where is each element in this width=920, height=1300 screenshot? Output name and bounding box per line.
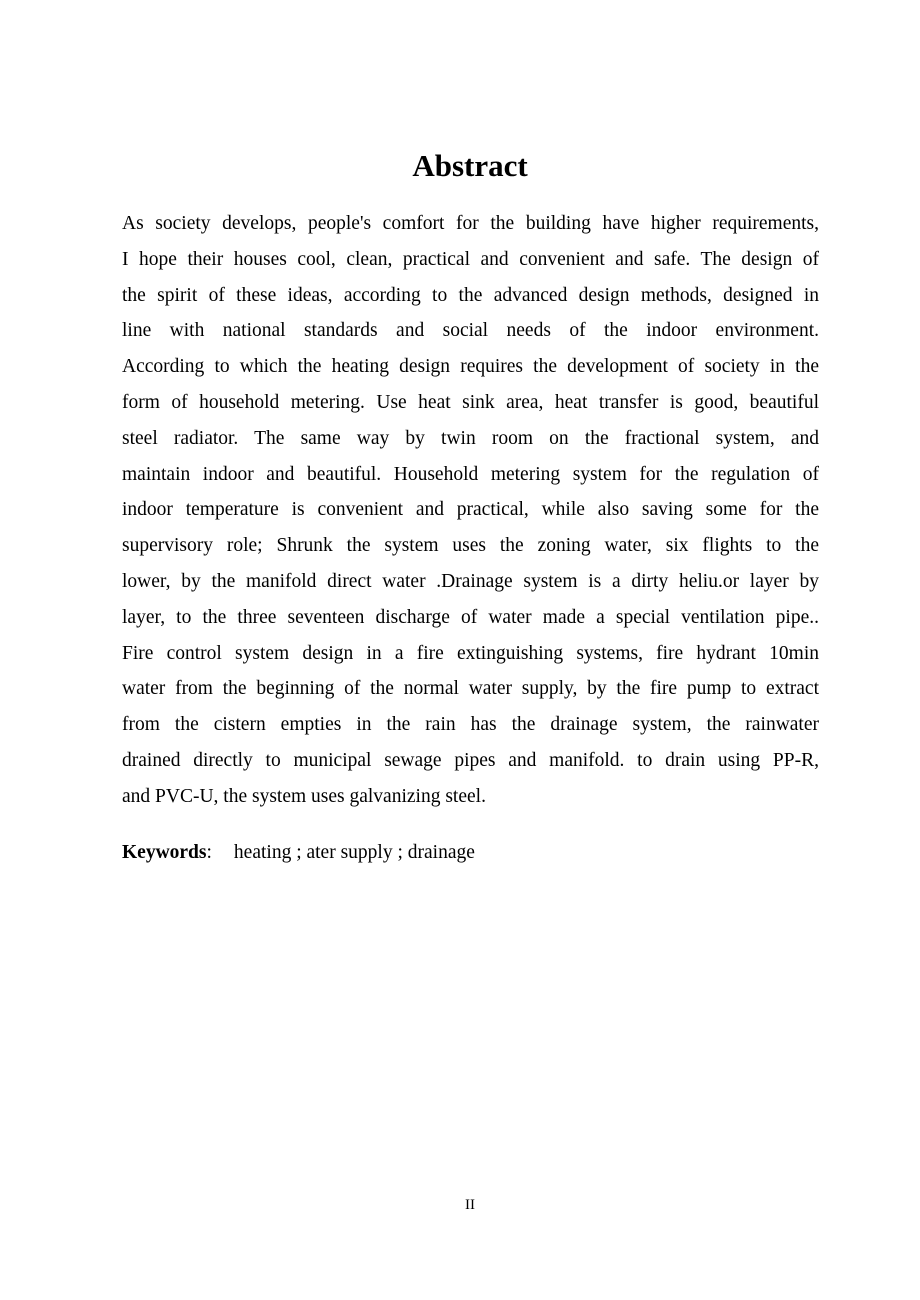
abstract-line: from the cistern empties in the rain has the drainage system, the rainwater bbox=[122, 714, 819, 736]
abstract-line: indoor temperature is convenient and practical, while also saving some for the bbox=[122, 499, 819, 521]
keywords-line bbox=[122, 835, 475, 870]
keywords-label: Keywords bbox=[122, 842, 207, 863]
page-title: Abstract bbox=[412, 148, 528, 183]
keywords-colon: : bbox=[206, 842, 212, 863]
abstract-line: drained directly to municipal sewage pipes and manifold. to drain using PP-R, bbox=[122, 749, 819, 771]
abstract-line: and PVC-U, the system uses galvanizing steel. bbox=[122, 785, 486, 807]
abstract-line: layer, to the three seventeen discharge of water made a special ventilation pipe.. bbox=[122, 606, 819, 628]
abstract-line: the spirit of these ideas, according to the advanced design methods, designed in bbox=[122, 284, 819, 306]
keywords-value: heating ; ater supply ; drainage bbox=[233, 842, 475, 863]
page-number: II bbox=[465, 1197, 475, 1213]
abstract-line: maintain indoor and beautiful. Household metering system for the regulation of bbox=[122, 463, 819, 485]
abstract-line: lower, by the manifold direct water .Drainage system is a dirty heliu.or layer by bbox=[122, 570, 819, 592]
abstract-line: water from the beginning of the normal water supply, by the fire pump to extract bbox=[122, 678, 819, 700]
abstract-line: According to which the heating design requires the development of society in the bbox=[122, 356, 819, 378]
abstract-line: supervisory role; Shrunk the system uses the zoning water, six flights to the bbox=[122, 535, 819, 557]
abstract-line: steel radiator. The same way by twin room on the fractional system, and bbox=[122, 427, 819, 449]
abstract-line: I hope their houses cool, clean, practical and convenient and safe. The design of bbox=[122, 248, 819, 270]
abstract-line: form of household metering. Use heat sink area, heat transfer is good, beautiful bbox=[122, 391, 819, 413]
abstract-line: line with national standards and social needs of the indoor environment. bbox=[122, 320, 819, 342]
abstract-line: As society develops, people's comfort for the building have higher requirements, bbox=[122, 213, 819, 234]
abstract-paragraph bbox=[122, 206, 819, 815]
abstract-line: Fire control system design in a fire extinguishing systems, fire hydrant 10min bbox=[122, 642, 819, 664]
